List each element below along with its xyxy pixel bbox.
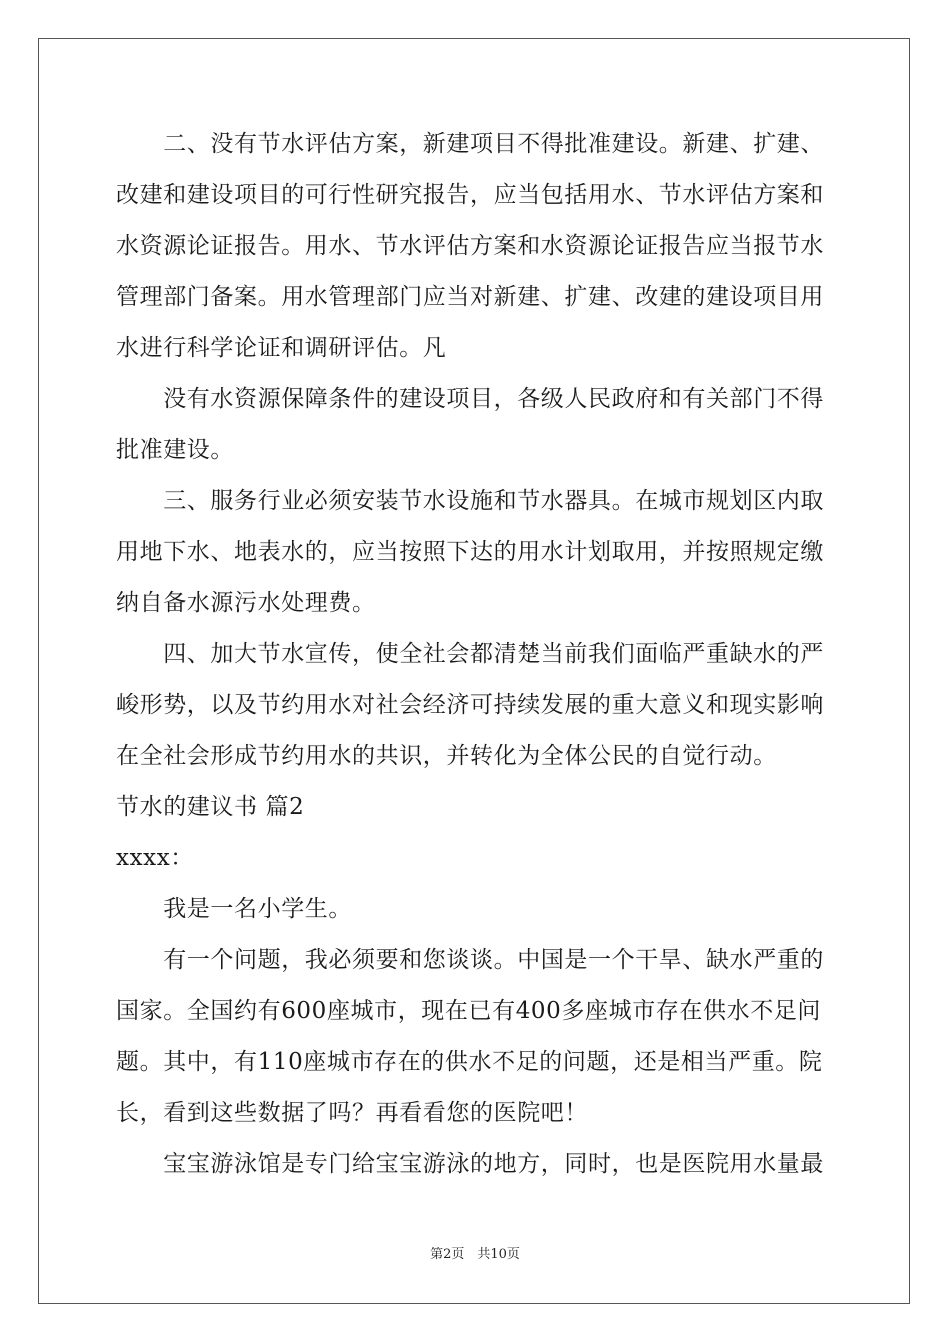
salutation: xxxx：	[116, 845, 194, 871]
body-line: 四、加大节水宣传，使全社会都清楚当前我们面临严重缺水的严	[116, 641, 824, 667]
section-heading: 节水的建议书 篇2	[116, 794, 305, 820]
body-line: 改建和建设项目的可行性研究报告，应当包括用水、节水评估方案和	[116, 182, 824, 208]
body-line: 水进行科学论证和调研评估。凡	[116, 335, 447, 361]
body-line: 我是一名小学生。	[116, 896, 352, 922]
body-line: 宝宝游泳馆是专门给宝宝游泳的地方，同时，也是医院用水量最	[116, 1151, 824, 1177]
body-line: 有一个问题，我必须要和您谈谈。中国是一个干旱、缺水严重的	[116, 947, 824, 973]
body-line: 在全社会形成节约用水的共识，并转化为全体公民的自觉行动。	[116, 743, 777, 769]
body-line: 纳自备水源污水处理费。	[116, 590, 376, 616]
body-line: 峻形势，以及节约用水对社会经济可持续发展的重大意义和现实影响	[116, 692, 824, 718]
body-line: 二、没有节水评估方案，新建项目不得批准建设。新建、扩建、	[116, 131, 824, 157]
body-line: 三、服务行业必须安装节水设施和节水器具。在城市规划区内取	[116, 488, 824, 514]
body-line: 管理部门备案。用水管理部门应当对新建、扩建、改建的建设项目用	[116, 284, 824, 310]
body-line: 题。其中，有110座城市存在的供水不足的问题，还是相当严重。院	[116, 1049, 823, 1075]
body-line: 国家。全国约有600座城市，现在已有400多座城市存在供水不足问	[116, 998, 821, 1024]
body-line: 没有水资源保障条件的建设项目，各级人民政府和有关部门不得	[116, 386, 824, 412]
body-line: 水资源论证报告。用水、节水评估方案和水资源论证报告应当报节水	[116, 233, 824, 259]
body-line: 批准建设。	[116, 437, 234, 463]
page-footer: 第2页 共10页	[430, 1247, 520, 1262]
body-line: 长，看到这些数据了吗？再看看您的医院吧！	[116, 1100, 588, 1126]
body-line: 用地下水、地表水的，应当按照下达的用水计划取用，并按照规定缴	[116, 539, 824, 565]
